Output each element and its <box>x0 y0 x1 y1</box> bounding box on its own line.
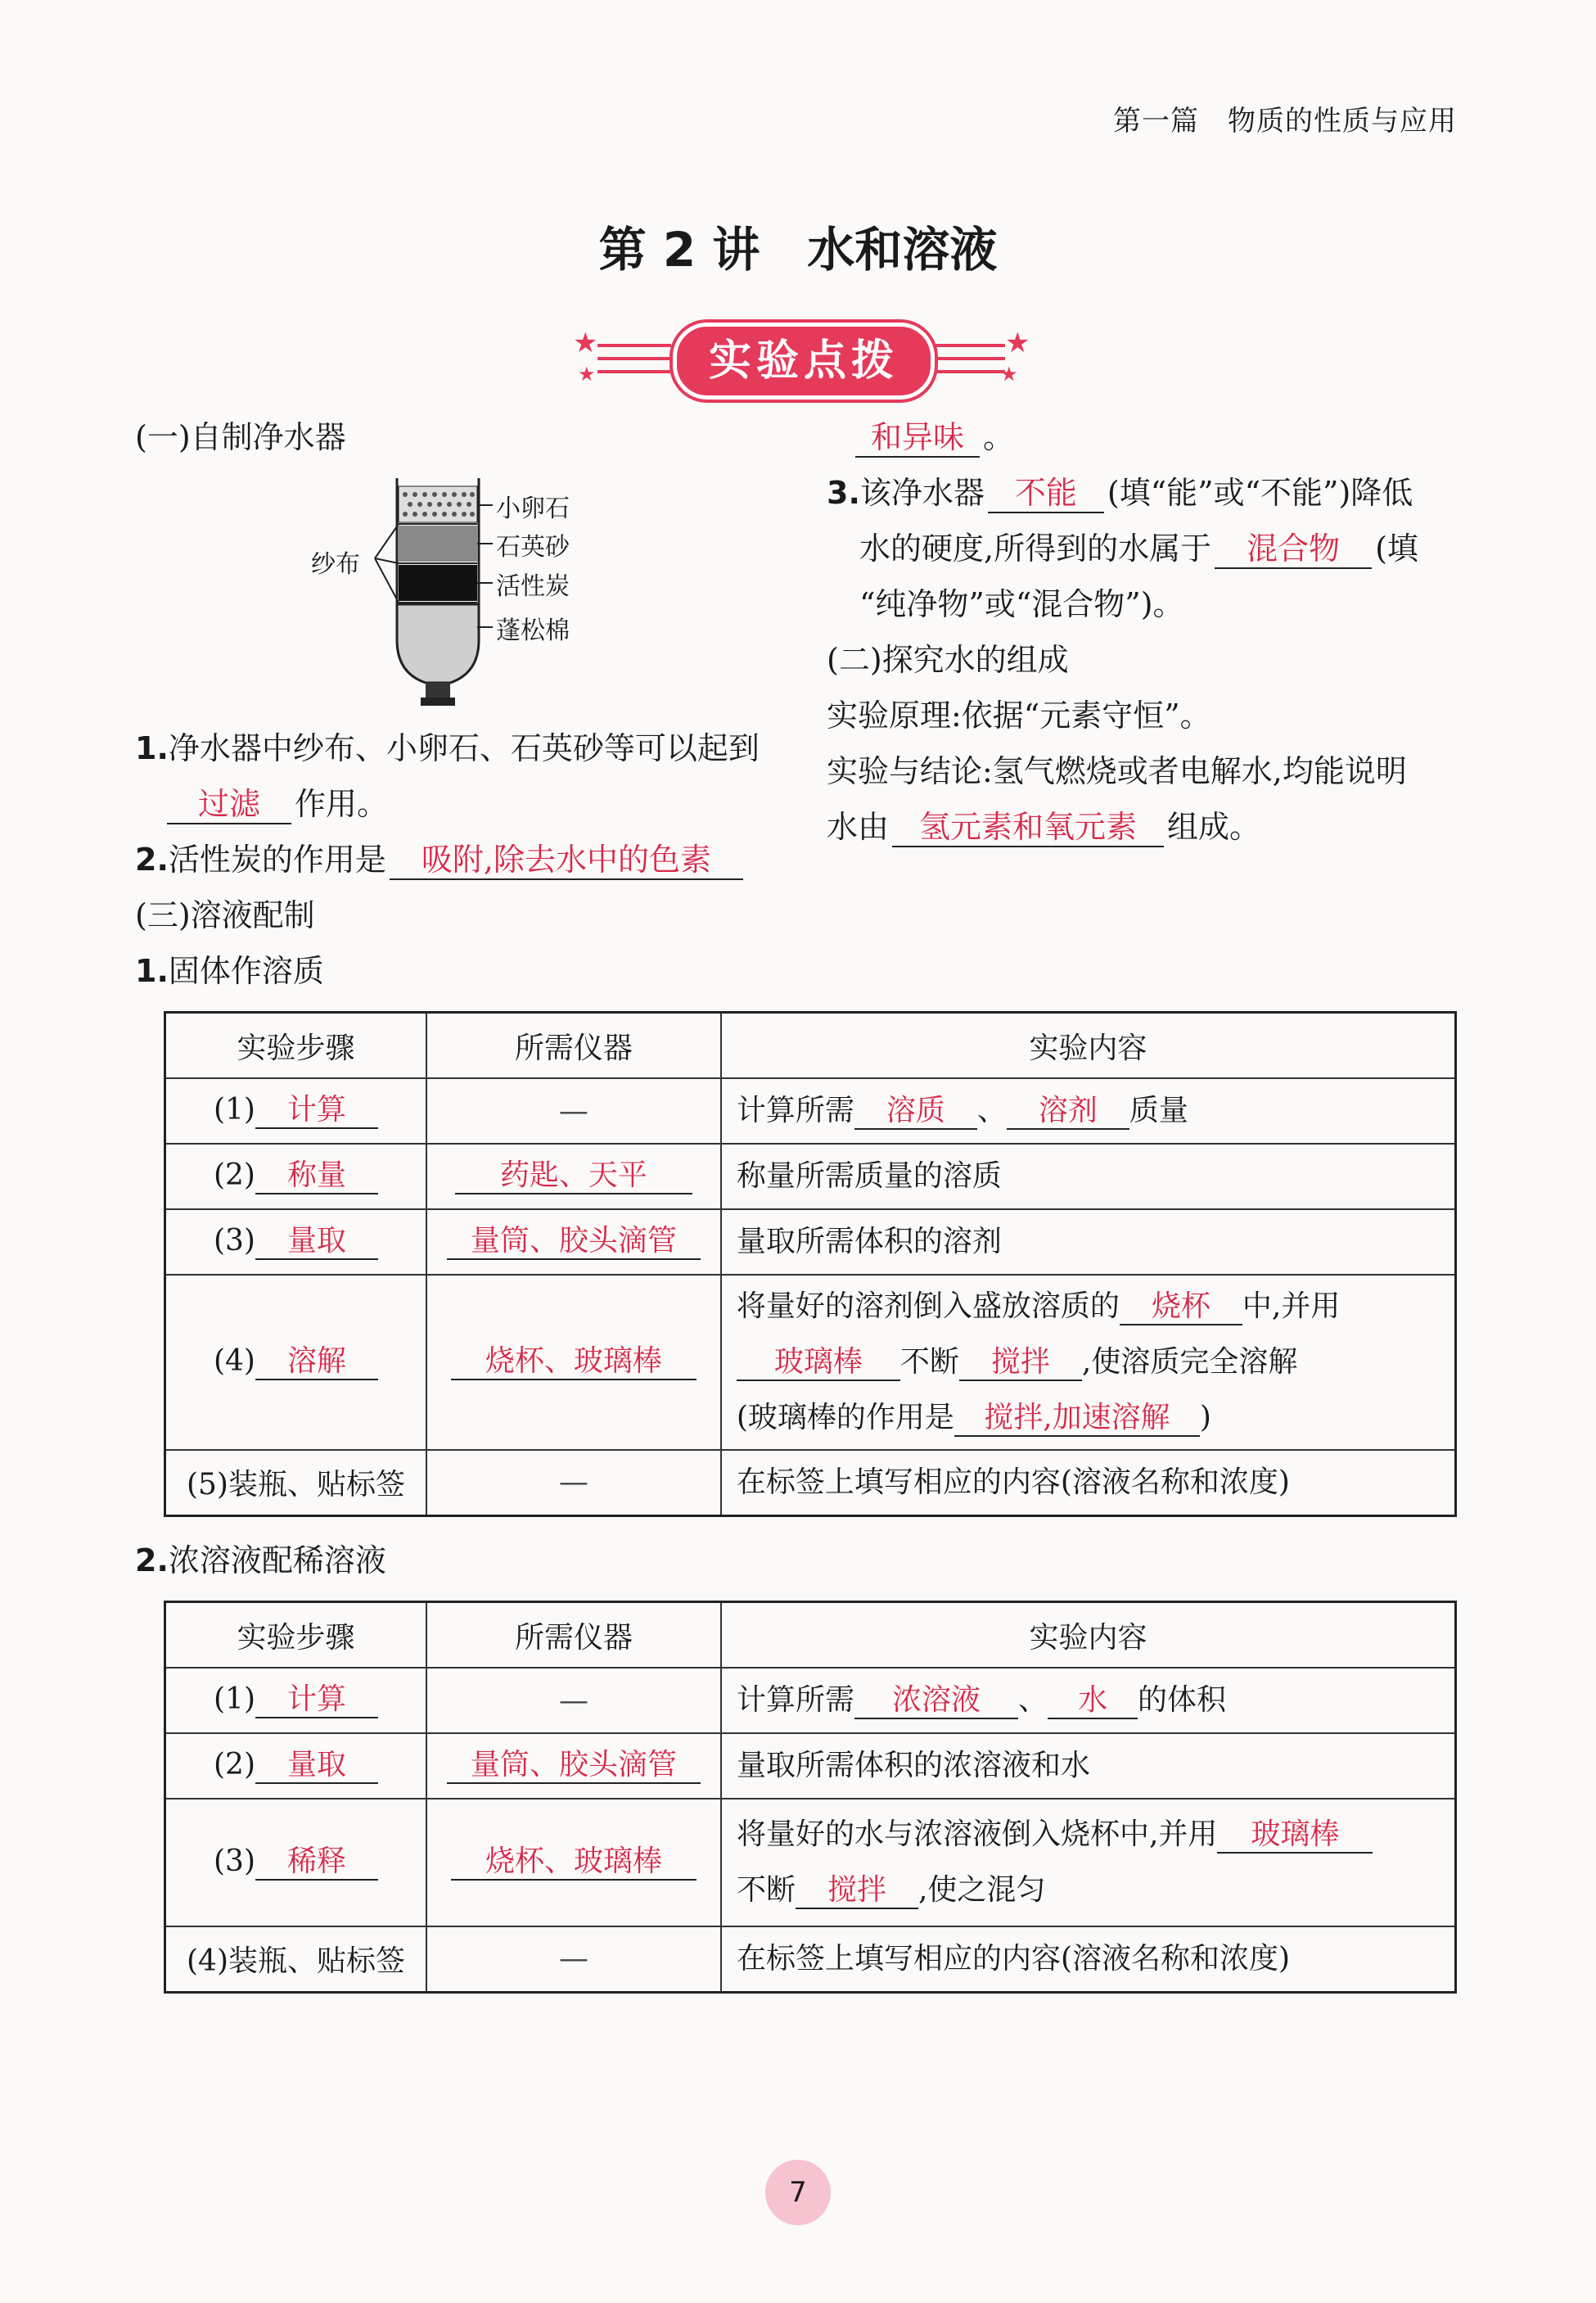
answer-blank: 搅拌 <box>959 1345 1082 1381</box>
table-header: 实验内容 <box>721 1013 1456 1079</box>
table-row: (3) 稀释 烧杯、玻璃棒 将量好的水与浓溶液倒入烧杯中,并用 玻璃棒 不断 搅拌 ,使之混匀 <box>165 1799 1456 1926</box>
part1-heading: (一)自制净水器 <box>135 419 346 455</box>
part3-heading: (三)溶液配制 <box>135 897 315 933</box>
star-icon: ★ <box>1005 327 1030 359</box>
layer-label: 石英砂 <box>496 533 570 562</box>
answer-blank: 混合物 <box>1215 530 1372 569</box>
answer-blank: 搅拌,加速溶解 <box>954 1401 1200 1437</box>
question-3: 3.该净水器 不能 (填“能”或“不能”)降低 <box>827 465 1413 521</box>
question-2: 2.活性炭的作用是 吸附,除去水中的色素 <box>135 832 746 887</box>
layer-label: 活性炭 <box>496 572 570 601</box>
answer-blank: 量取 <box>255 1224 378 1260</box>
table-row: (4) 溶解 烧杯、玻璃棒 将量好的溶剂倒入盛放溶质的 烧杯 中,并用 玻璃棒 不断 搅拌 ,使溶质完全溶解 (玻璃棒的作用是 搅拌,加速溶解 ) <box>165 1275 1456 1450</box>
answer-blank: 烧杯 <box>1120 1289 1242 1325</box>
table-row: (5)装瓶、贴标签 — 在标签上填写相应的内容(溶液名称和浓度) <box>165 1450 1456 1515</box>
solid-solute-table <box>164 1011 1457 1517</box>
table-row: (2) 量取 量筒、胶头滴管 量取所需体积的浓溶液和水 <box>165 1733 1456 1799</box>
answer-blank: 量筒、胶头滴管 <box>447 1224 701 1260</box>
table-row: (4)装瓶、贴标签 — 在标签上填写相应的内容(溶液名称和浓度) <box>165 1926 1456 1992</box>
dilution-table <box>164 1601 1457 1994</box>
table-row: (3) 量取 量筒、胶头滴管 量取所需体积的溶剂 <box>165 1209 1456 1275</box>
question-3-line-2: 水的硬度,所得到的水属于 混合物 (填 <box>859 521 1418 576</box>
page-number: 7 <box>765 2160 831 2225</box>
section-badge: 实验点拨 <box>673 323 935 400</box>
sub1-heading: 1.固体作溶质 <box>135 953 324 989</box>
answer-blank: 稀释 <box>255 1845 378 1881</box>
answer-blank: 水 <box>1048 1683 1138 1719</box>
answer-blank: 量取 <box>255 1748 378 1784</box>
star-icon: ★ <box>573 327 598 359</box>
sub2-heading: 2.浓溶液配稀溶液 <box>135 1542 386 1578</box>
star-icon: ★ <box>578 363 596 386</box>
answer-blank: 浓溶液 <box>854 1683 1018 1719</box>
section-banner <box>573 319 1031 401</box>
conclusion-line-2: 水由 氢元素和氧元素 组成。 <box>827 799 1260 855</box>
water-filter-figure <box>303 468 589 714</box>
table-header: 实验内容 <box>721 1602 1456 1669</box>
conclusion-text: 实验与结论:氢气燃烧或者电解水,均能说明 <box>827 753 1407 789</box>
answer-blank: 称量 <box>255 1158 378 1194</box>
answer-blank: 溶质 <box>854 1094 977 1130</box>
answer-blank: 和异味 <box>855 418 980 458</box>
layer-label: 小卵石 <box>496 494 570 523</box>
answer-blank: 搅拌 <box>796 1873 918 1909</box>
table-header: 实验步骤 <box>165 1013 426 1079</box>
answer-blank: 计算 <box>255 1682 378 1718</box>
answer-blank: 溶解 <box>255 1344 378 1380</box>
question-3-line-3: “纯净物”或“混合物”)。 <box>859 586 1184 622</box>
answer-blank: 计算 <box>255 1093 378 1129</box>
question-1: 1.净水器中纱布、小卵石、石英砂等可以起到 <box>135 730 760 766</box>
table-header: 所需仪器 <box>426 1013 721 1079</box>
table-row: (2) 称量 药匙、天平 称量所需质量的溶质 <box>165 1144 1456 1209</box>
answer-blank: 溶剂 <box>1007 1094 1129 1130</box>
running-header: 第一篇 物质的性质与应用 <box>1113 105 1457 138</box>
answer-blank: 不能 <box>988 474 1104 513</box>
table-header: 实验步骤 <box>165 1602 427 1669</box>
answer-blank: 吸附,除去水中的色素 <box>390 841 743 880</box>
answer-blank: 烧杯、玻璃棒 <box>451 1845 697 1881</box>
answer-blank: 烧杯、玻璃棒 <box>451 1344 697 1380</box>
answer-blank: 药匙、天平 <box>455 1158 692 1194</box>
answer-blank: 玻璃棒 <box>1217 1818 1373 1854</box>
table-row: (1) 计算 — 计算所需 溶质 、 溶剂 质量 <box>165 1078 1456 1144</box>
answer-blank: 过滤 <box>167 785 291 824</box>
gauze-label: 纱布 <box>311 550 360 579</box>
answer-blank: 玻璃棒 <box>737 1345 900 1381</box>
table-row: (1) 计算 — 计算所需 浓溶液 、 水 的体积 <box>165 1668 1456 1733</box>
lesson-title: 第 2 讲 水和溶液 <box>598 222 998 278</box>
star-icon: ★ <box>1000 363 1018 386</box>
question-1-answer-line: 过滤 作用。 <box>164 776 388 832</box>
answer-blank: 氢元素和氧元素 <box>892 808 1164 847</box>
layer-label: 蓬松棉 <box>496 616 570 645</box>
table-header: 所需仪器 <box>426 1602 721 1669</box>
principle-text: 实验原理:依据“元素守恒”。 <box>827 698 1211 734</box>
part2-heading: (二)探究水的组成 <box>827 642 1069 678</box>
question-2-continued: 和异味 。 <box>855 409 1014 465</box>
answer-blank: 量筒、胶头滴管 <box>447 1748 701 1784</box>
